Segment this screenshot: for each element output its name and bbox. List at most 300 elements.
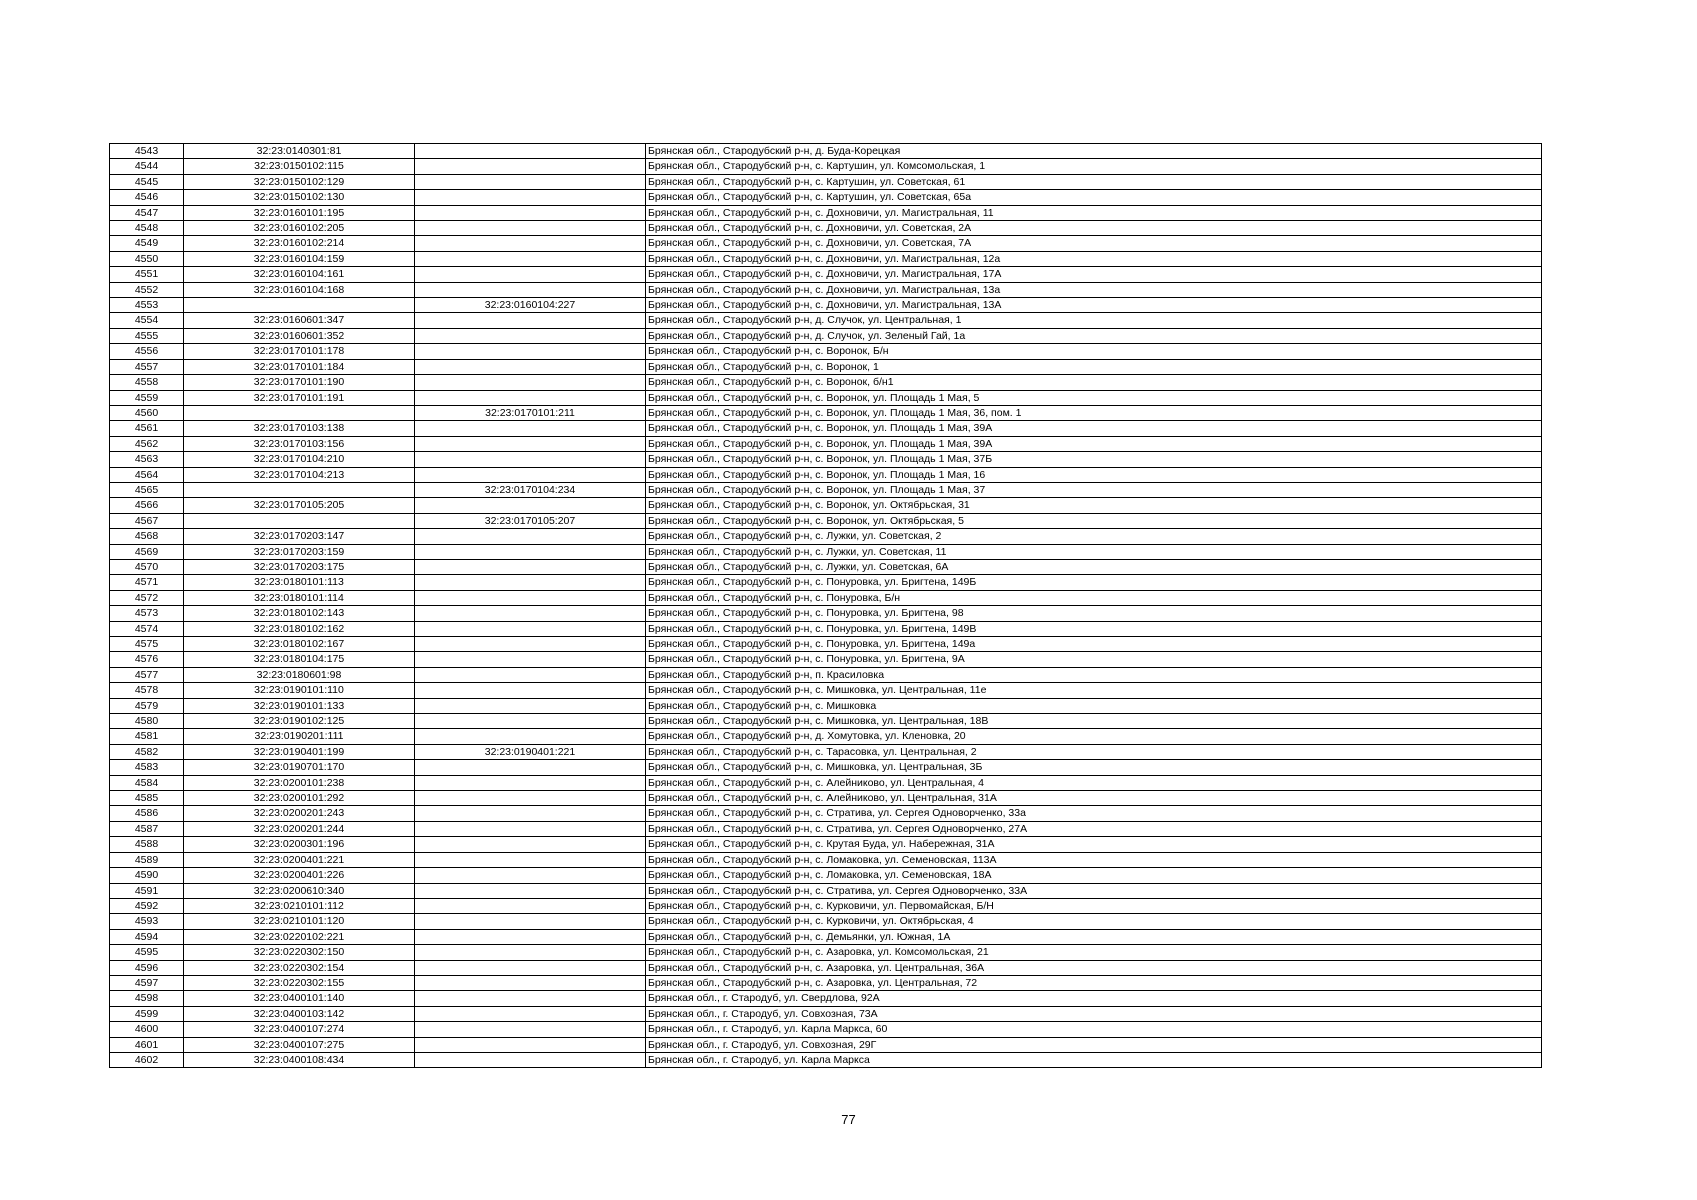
new-cadastral-number-cell (415, 1037, 646, 1052)
table-row (110, 544, 1542, 559)
table-row (110, 1022, 1542, 1037)
cadastral-number-cell: 32:23:0400108:434 (184, 1052, 415, 1067)
cadastral-number-cell: 32:23:0170101:184 (184, 359, 415, 374)
address-cell: Брянская обл., Стародубский р-н, с. Воронок, ул. Площадь 1 Мая, 5 (646, 390, 1542, 405)
row-number-cell: 4547 (110, 205, 184, 220)
table-row (110, 529, 1542, 544)
cadastral-number-cell: 32:23:0190401:199 (184, 744, 415, 759)
address-cell: Брянская обл., Стародубский р-н, с. Дохновичи, ул. Магистральная, 13А (646, 298, 1542, 313)
cadastral-number-cell: 32:23:0400103:142 (184, 1006, 415, 1021)
address-cell: Брянская обл., Стародубский р-н, с. Понуровка, ул. Бригтена, 149В (646, 621, 1542, 636)
new-cadastral-number-cell (415, 251, 646, 266)
cadastral-number-cell: 32:23:0170203:175 (184, 559, 415, 574)
cadastral-number-cell: 32:23:0400101:140 (184, 991, 415, 1006)
table-row (110, 375, 1542, 390)
address-cell: Брянская обл., Стародубский р-н, с. Курковичи, ул. Октябрьская, 4 (646, 914, 1542, 929)
new-cadastral-number-cell (415, 344, 646, 359)
new-cadastral-number-cell (415, 714, 646, 729)
cadastral-number-cell: 32:23:0160104:168 (184, 282, 415, 297)
address-cell: Брянская обл., Стародубский р-н, с. Мишковка, ул. Центральная, 18В (646, 714, 1542, 729)
new-cadastral-number-cell (415, 452, 646, 467)
cadastral-number-cell: 32:23:0200401:226 (184, 868, 415, 883)
new-cadastral-number-cell (415, 683, 646, 698)
address-cell: Брянская обл., Стародубский р-н, с. Понуровка, Б/н (646, 590, 1542, 605)
address-cell: Брянская обл., г. Стародуб, ул. Совхозная, 73А (646, 1006, 1542, 1021)
new-cadastral-number-cell (415, 945, 646, 960)
row-number-cell: 4557 (110, 359, 184, 374)
cadastral-number-cell: 32:23:0200201:244 (184, 821, 415, 836)
cadastral-number-cell: 32:23:0200101:238 (184, 775, 415, 790)
table-row (110, 775, 1542, 790)
new-cadastral-number-cell (415, 436, 646, 451)
cadastral-number-cell: 32:23:0200301:196 (184, 837, 415, 852)
new-cadastral-number-cell (415, 868, 646, 883)
address-cell: Брянская обл., Стародубский р-н, с. Воронок, ул. Площадь 1 Мая, 16 (646, 467, 1542, 482)
address-cell: Брянская обл., Стародубский р-н, с. Стратива, ул. Сергея Одноворченко, 27А (646, 821, 1542, 836)
cadastral-number-cell: 32:23:0200201:243 (184, 806, 415, 821)
address-cell: Брянская обл., Стародубский р-н, с. Воронок, б/н1 (646, 375, 1542, 390)
cadastral-number-cell: 32:23:0160101:195 (184, 205, 415, 220)
new-cadastral-number-cell (415, 667, 646, 682)
cadastral-number-cell: 32:23:0200401:221 (184, 852, 415, 867)
new-cadastral-number-cell (415, 590, 646, 605)
new-cadastral-number-cell (415, 174, 646, 189)
new-cadastral-number-cell (415, 1022, 646, 1037)
cadastral-number-cell: 32:23:0170203:159 (184, 544, 415, 559)
cadastral-number-cell: 32:23:0210101:112 (184, 898, 415, 913)
cadastral-number-cell: 32:23:0200610:340 (184, 883, 415, 898)
cadastral-number-cell: 32:23:0180101:113 (184, 575, 415, 590)
cadastral-number-cell: 32:23:0220302:154 (184, 960, 415, 975)
cadastral-number-cell (184, 513, 415, 528)
table-row (110, 960, 1542, 975)
cadastral-number-cell: 32:23:0180102:167 (184, 637, 415, 652)
new-cadastral-number-cell (415, 837, 646, 852)
cadastral-number-cell: 32:23:0160104:161 (184, 267, 415, 282)
address-cell: Брянская обл., Стародубский р-н, с. Дохновичи, ул. Советская, 2А (646, 221, 1542, 236)
cadastral-number-cell: 32:23:0180601:98 (184, 667, 415, 682)
address-cell: Брянская обл., Стародубский р-н, с. Демьянки, ул. Южная, 1А (646, 929, 1542, 944)
cadastral-number-cell: 32:23:0170103:156 (184, 436, 415, 451)
row-number-cell: 4594 (110, 929, 184, 944)
row-number-cell: 4545 (110, 174, 184, 189)
cadastral-number-cell: 32:23:0220302:155 (184, 975, 415, 990)
cadastral-number-cell: 32:23:0170101:191 (184, 390, 415, 405)
table-row (110, 282, 1542, 297)
address-cell: Брянская обл., Стародубский р-н, с. Дохновичи, ул. Магистральная, 12а (646, 251, 1542, 266)
new-cadastral-number-cell (415, 698, 646, 713)
new-cadastral-number-cell (415, 575, 646, 590)
cadastral-number-cell: 32:23:0170104:210 (184, 452, 415, 467)
new-cadastral-number-cell (415, 621, 646, 636)
cadastral-number-cell: 32:23:0160601:347 (184, 313, 415, 328)
row-number-cell: 4583 (110, 760, 184, 775)
address-cell: Брянская обл., Стародубский р-н, с. Воронок, ул. Площадь 1 Мая, 39А (646, 421, 1542, 436)
address-cell: Брянская обл., Стародубский р-н, с. Алейниково, ул. Центральная, 31А (646, 791, 1542, 806)
row-number-cell: 4564 (110, 467, 184, 482)
new-cadastral-number-cell (415, 205, 646, 220)
new-cadastral-number-cell (415, 544, 646, 559)
row-number-cell: 4590 (110, 868, 184, 883)
table-row (110, 298, 1542, 313)
address-cell: Брянская обл., Стародубский р-н, с. Лужки, ул. Советская, 11 (646, 544, 1542, 559)
table-row (110, 837, 1542, 852)
row-number-cell: 4543 (110, 144, 184, 159)
address-cell: Брянская обл., Стародубский р-н, д. Буда-Корецкая (646, 144, 1542, 159)
table-row (110, 652, 1542, 667)
table-row (110, 190, 1542, 205)
new-cadastral-number-cell (415, 929, 646, 944)
table-row (110, 975, 1542, 990)
table-row (110, 144, 1542, 159)
address-cell: Брянская обл., Стародубский р-н, с. Азаровка, ул. Центральная, 72 (646, 975, 1542, 990)
row-number-cell: 4554 (110, 313, 184, 328)
cadastral-number-cell: 32:23:0170101:190 (184, 375, 415, 390)
table-row (110, 683, 1542, 698)
cadastral-number-cell: 32:23:0160102:205 (184, 221, 415, 236)
new-cadastral-number-cell (415, 914, 646, 929)
row-number-cell: 4567 (110, 513, 184, 528)
table-row (110, 929, 1542, 944)
row-number-cell: 4597 (110, 975, 184, 990)
new-cadastral-number-cell (415, 390, 646, 405)
cadastral-number-cell: 32:23:0180104:175 (184, 652, 415, 667)
new-cadastral-number-cell (415, 806, 646, 821)
new-cadastral-number-cell: 32:23:0160104:227 (415, 298, 646, 313)
cadastral-number-cell: 32:23:0160601:352 (184, 328, 415, 343)
row-number-cell: 4588 (110, 837, 184, 852)
row-number-cell: 4599 (110, 1006, 184, 1021)
table-row (110, 159, 1542, 174)
row-number-cell: 4559 (110, 390, 184, 405)
cadastral-number-cell: 32:23:0190101:110 (184, 683, 415, 698)
row-number-cell: 4575 (110, 637, 184, 652)
new-cadastral-number-cell (415, 1006, 646, 1021)
new-cadastral-number-cell (415, 159, 646, 174)
address-cell: Брянская обл., Стародубский р-н, с. Курковичи, ул. Первомайская, Б/Н (646, 898, 1542, 913)
new-cadastral-number-cell (415, 652, 646, 667)
row-number-cell: 4582 (110, 744, 184, 759)
registry-table (109, 143, 1542, 1068)
address-cell: Брянская обл., Стародубский р-н, д. Случок, ул. Центральная, 1 (646, 313, 1542, 328)
page-number: 77 (841, 1112, 856, 1127)
table-row (110, 251, 1542, 266)
address-cell: Брянская обл., Стародубский р-н, с. Картушин, ул. Советская, 65а (646, 190, 1542, 205)
row-number-cell: 4551 (110, 267, 184, 282)
new-cadastral-number-cell (415, 267, 646, 282)
new-cadastral-number-cell (415, 313, 646, 328)
cadastral-number-cell: 32:23:0190201:111 (184, 729, 415, 744)
new-cadastral-number-cell (415, 606, 646, 621)
address-cell: Брянская обл., Стародубский р-н, с. Понуровка, ул. Бригтена, 98 (646, 606, 1542, 621)
cadastral-number-cell: 32:23:0160102:214 (184, 236, 415, 251)
row-number-cell: 4572 (110, 590, 184, 605)
address-cell: Брянская обл., Стародубский р-н, с. Мишковка, ул. Центральная, 3Б (646, 760, 1542, 775)
cadastral-number-cell: 32:23:0190701:170 (184, 760, 415, 775)
new-cadastral-number-cell (415, 729, 646, 744)
new-cadastral-number-cell (415, 190, 646, 205)
cadastral-number-cell: 32:23:0190101:133 (184, 698, 415, 713)
table-row (110, 667, 1542, 682)
table-row (110, 991, 1542, 1006)
table-row (110, 467, 1542, 482)
address-cell: Брянская обл., Стародубский р-н, с. Дохновичи, ул. Магистральная, 17А (646, 267, 1542, 282)
address-cell: Брянская обл., Стародубский р-н, с. Картушин, ул. Советская, 61 (646, 174, 1542, 189)
address-cell: Брянская обл., Стародубский р-н, с. Воронок, ул. Площадь 1 Мая, 39А (646, 436, 1542, 451)
row-number-cell: 4548 (110, 221, 184, 236)
cadastral-number-cell (184, 482, 415, 497)
row-number-cell: 4584 (110, 775, 184, 790)
table-row (110, 729, 1542, 744)
table-row (110, 313, 1542, 328)
registry-table-body (110, 144, 1542, 1068)
new-cadastral-number-cell (415, 421, 646, 436)
row-number-cell: 4562 (110, 436, 184, 451)
new-cadastral-number-cell (415, 960, 646, 975)
cadastral-number-cell: 32:23:0170105:205 (184, 498, 415, 513)
row-number-cell: 4576 (110, 652, 184, 667)
row-number-cell: 4589 (110, 852, 184, 867)
address-cell: Брянская обл., Стародубский р-н, с. Тарасовка, ул. Центральная, 2 (646, 744, 1542, 759)
cadastral-number-cell: 32:23:0160104:159 (184, 251, 415, 266)
table-row (110, 482, 1542, 497)
cadastral-number-cell: 32:23:0150102:129 (184, 174, 415, 189)
table-row (110, 637, 1542, 652)
address-cell: Брянская обл., Стародубский р-н, с. Стратива, ул. Сергея Одноворченко, 33А (646, 883, 1542, 898)
address-cell: Брянская обл., Стародубский р-н, с. Крутая Буда, ул. Набережная, 31А (646, 837, 1542, 852)
row-number-cell: 4568 (110, 529, 184, 544)
table-row (110, 744, 1542, 759)
table-row (110, 914, 1542, 929)
row-number-cell: 4580 (110, 714, 184, 729)
cadastral-number-cell: 32:23:0170104:213 (184, 467, 415, 482)
table-row (110, 436, 1542, 451)
cadastral-number-cell: 32:23:0150102:130 (184, 190, 415, 205)
new-cadastral-number-cell (415, 852, 646, 867)
new-cadastral-number-cell (415, 791, 646, 806)
row-number-cell: 4602 (110, 1052, 184, 1067)
table-row (110, 698, 1542, 713)
address-cell: Брянская обл., Стародубский р-н, с. Дохновичи, ул. Магистральная, 13а (646, 282, 1542, 297)
cadastral-number-cell: 32:23:0170101:178 (184, 344, 415, 359)
table-row (110, 221, 1542, 236)
new-cadastral-number-cell (415, 282, 646, 297)
row-number-cell: 4592 (110, 898, 184, 913)
new-cadastral-number-cell (415, 760, 646, 775)
new-cadastral-number-cell (415, 821, 646, 836)
row-number-cell: 4570 (110, 559, 184, 574)
address-cell: Брянская обл., Стародубский р-н, с. Мишковка (646, 698, 1542, 713)
new-cadastral-number-cell: 32:23:0190401:221 (415, 744, 646, 759)
new-cadastral-number-cell (415, 559, 646, 574)
row-number-cell: 4553 (110, 298, 184, 313)
row-number-cell: 4600 (110, 1022, 184, 1037)
address-cell: Брянская обл., Стародубский р-н, с. Понуровка, ул. Бригтена, 149а (646, 637, 1542, 652)
cadastral-number-cell: 32:23:0400107:274 (184, 1022, 415, 1037)
address-cell: Брянская обл., Стародубский р-н, с. Воронок, ул. Площадь 1 Мая, 37 (646, 482, 1542, 497)
address-cell: Брянская обл., г. Стародуб, ул. Совхозная, 29Г (646, 1037, 1542, 1052)
row-number-cell: 4550 (110, 251, 184, 266)
address-cell: Брянская обл., Стародубский р-н, с. Ломаковка, ул. Семеновская, 18А (646, 868, 1542, 883)
table-row (110, 267, 1542, 282)
row-number-cell: 4587 (110, 821, 184, 836)
address-cell: Брянская обл., г. Стародуб, ул. Карла Маркса, 60 (646, 1022, 1542, 1037)
row-number-cell: 4577 (110, 667, 184, 682)
table-row (110, 513, 1542, 528)
table-row (110, 575, 1542, 590)
table-row (110, 791, 1542, 806)
cadastral-number-cell: 32:23:0180102:143 (184, 606, 415, 621)
table-row (110, 559, 1542, 574)
row-number-cell: 4579 (110, 698, 184, 713)
new-cadastral-number-cell (415, 375, 646, 390)
address-cell: Брянская обл., г. Стародуб, ул. Карла Маркса (646, 1052, 1542, 1067)
table-row (110, 883, 1542, 898)
address-cell: Брянская обл., Стародубский р-н, с. Воронок, Б/н (646, 344, 1542, 359)
address-cell: Брянская обл., Стародубский р-н, с. Воронок, ул. Октябрьская, 5 (646, 513, 1542, 528)
cadastral-number-cell: 32:23:0220302:150 (184, 945, 415, 960)
cadastral-number-cell: 32:23:0140301:81 (184, 144, 415, 159)
new-cadastral-number-cell (415, 498, 646, 513)
row-number-cell: 4569 (110, 544, 184, 559)
table-row (110, 868, 1542, 883)
new-cadastral-number-cell (415, 991, 646, 1006)
table-row (110, 621, 1542, 636)
table-row (110, 806, 1542, 821)
new-cadastral-number-cell (415, 898, 646, 913)
cadastral-number-cell (184, 405, 415, 420)
table-row (110, 390, 1542, 405)
row-number-cell: 4561 (110, 421, 184, 436)
cadastral-number-cell: 32:23:0150102:115 (184, 159, 415, 174)
table-row (110, 205, 1542, 220)
new-cadastral-number-cell (415, 883, 646, 898)
address-cell: Брянская обл., Стародубский р-н, с. Картушин, ул. Комсомольская, 1 (646, 159, 1542, 174)
row-number-cell: 4578 (110, 683, 184, 698)
row-number-cell: 4574 (110, 621, 184, 636)
address-cell: Брянская обл., Стародубский р-н, д. Хомутовка, ул. Кленовка, 20 (646, 729, 1542, 744)
new-cadastral-number-cell (415, 467, 646, 482)
new-cadastral-number-cell: 32:23:0170101:211 (415, 405, 646, 420)
new-cadastral-number-cell (415, 236, 646, 251)
row-number-cell: 4585 (110, 791, 184, 806)
address-cell: Брянская обл., Стародубский р-н, с. Воронок, ул. Октябрьская, 31 (646, 498, 1542, 513)
address-cell: Брянская обл., Стародубский р-н, с. Понуровка, ул. Бригтена, 9А (646, 652, 1542, 667)
table-row (110, 452, 1542, 467)
address-cell: Брянская обл., Стародубский р-н, с. Воронок, ул. Площадь 1 Мая, 36, пом. 1 (646, 405, 1542, 420)
table-row (110, 714, 1542, 729)
table-row (110, 821, 1542, 836)
address-cell: Брянская обл., Стародубский р-н, с. Дохновичи, ул. Магистральная, 11 (646, 205, 1542, 220)
address-cell: Брянская обл., Стародубский р-н, с. Алейниково, ул. Центральная, 4 (646, 775, 1542, 790)
table-row (110, 236, 1542, 251)
address-cell: Брянская обл., Стародубский р-н, с. Воронок, ул. Площадь 1 Мая, 37Б (646, 452, 1542, 467)
row-number-cell: 4544 (110, 159, 184, 174)
row-number-cell: 4595 (110, 945, 184, 960)
row-number-cell: 4596 (110, 960, 184, 975)
cadastral-number-cell (184, 298, 415, 313)
table-row (110, 1052, 1542, 1067)
new-cadastral-number-cell (415, 221, 646, 236)
row-number-cell: 4601 (110, 1037, 184, 1052)
address-cell: Брянская обл., Стародубский р-н, п. Красиловка (646, 667, 1542, 682)
table-row (110, 359, 1542, 374)
table-row (110, 1037, 1542, 1052)
row-number-cell: 4591 (110, 883, 184, 898)
new-cadastral-number-cell (415, 775, 646, 790)
address-cell: Брянская обл., Стародубский р-н, с. Воронок, 1 (646, 359, 1542, 374)
new-cadastral-number-cell (415, 1052, 646, 1067)
table-row (110, 852, 1542, 867)
cadastral-number-cell: 32:23:0200101:292 (184, 791, 415, 806)
address-cell: Брянская обл., Стародубский р-н, с. Лужки, ул. Советская, 6А (646, 559, 1542, 574)
address-cell: Брянская обл., г. Стародуб, ул. Свердлова, 92А (646, 991, 1542, 1006)
address-cell: Брянская обл., Стародубский р-н, с. Дохновичи, ул. Советская, 7А (646, 236, 1542, 251)
new-cadastral-number-cell (415, 529, 646, 544)
row-number-cell: 4560 (110, 405, 184, 420)
cadastral-number-cell: 32:23:0180101:114 (184, 590, 415, 605)
row-number-cell: 4571 (110, 575, 184, 590)
row-number-cell: 4555 (110, 328, 184, 343)
address-cell: Брянская обл., Стародубский р-н, с. Лужки, ул. Советская, 2 (646, 529, 1542, 544)
new-cadastral-number-cell: 32:23:0170105:207 (415, 513, 646, 528)
row-number-cell: 4593 (110, 914, 184, 929)
new-cadastral-number-cell (415, 637, 646, 652)
row-number-cell: 4546 (110, 190, 184, 205)
cadastral-number-cell: 32:23:0170103:138 (184, 421, 415, 436)
address-cell: Брянская обл., Стародубский р-н, д. Случок, ул. Зеленый Гай, 1а (646, 328, 1542, 343)
table-row (110, 174, 1542, 189)
address-cell: Брянская обл., Стародубский р-н, с. Азаровка, ул. Комсомольская, 21 (646, 945, 1542, 960)
new-cadastral-number-cell (415, 359, 646, 374)
address-cell: Брянская обл., Стародубский р-н, с. Стратива, ул. Сергея Одноворченко, 33а (646, 806, 1542, 821)
row-number-cell: 4563 (110, 452, 184, 467)
row-number-cell: 4549 (110, 236, 184, 251)
table-row (110, 421, 1542, 436)
row-number-cell: 4598 (110, 991, 184, 1006)
row-number-cell: 4586 (110, 806, 184, 821)
table-row (110, 590, 1542, 605)
row-number-cell: 4558 (110, 375, 184, 390)
new-cadastral-number-cell (415, 328, 646, 343)
table-row (110, 898, 1542, 913)
new-cadastral-number-cell (415, 144, 646, 159)
new-cadastral-number-cell (415, 975, 646, 990)
row-number-cell: 4566 (110, 498, 184, 513)
cadastral-number-cell: 32:23:0400107:275 (184, 1037, 415, 1052)
table-row (110, 760, 1542, 775)
address-cell: Брянская обл., Стародубский р-н, с. Понуровка, ул. Бригтена, 149Б (646, 575, 1542, 590)
table-row (110, 328, 1542, 343)
cadastral-number-cell: 32:23:0180102:162 (184, 621, 415, 636)
address-cell: Брянская обл., Стародубский р-н, с. Азаровка, ул. Центральная, 36А (646, 960, 1542, 975)
table-row (110, 405, 1542, 420)
cadastral-number-cell: 32:23:0190102:125 (184, 714, 415, 729)
row-number-cell: 4565 (110, 482, 184, 497)
address-cell: Брянская обл., Стародубский р-н, с. Мишковка, ул. Центральная, 11е (646, 683, 1542, 698)
cadastral-number-cell: 32:23:0210101:120 (184, 914, 415, 929)
cadastral-number-cell: 32:23:0170203:147 (184, 529, 415, 544)
row-number-cell: 4556 (110, 344, 184, 359)
cadastral-number-cell: 32:23:0220102:221 (184, 929, 415, 944)
row-number-cell: 4581 (110, 729, 184, 744)
address-cell: Брянская обл., Стародубский р-н, с. Ломаковка, ул. Семеновская, 113А (646, 852, 1542, 867)
row-number-cell: 4573 (110, 606, 184, 621)
new-cadastral-number-cell: 32:23:0170104:234 (415, 482, 646, 497)
table-row (110, 606, 1542, 621)
table-row (110, 945, 1542, 960)
table-row (110, 344, 1542, 359)
